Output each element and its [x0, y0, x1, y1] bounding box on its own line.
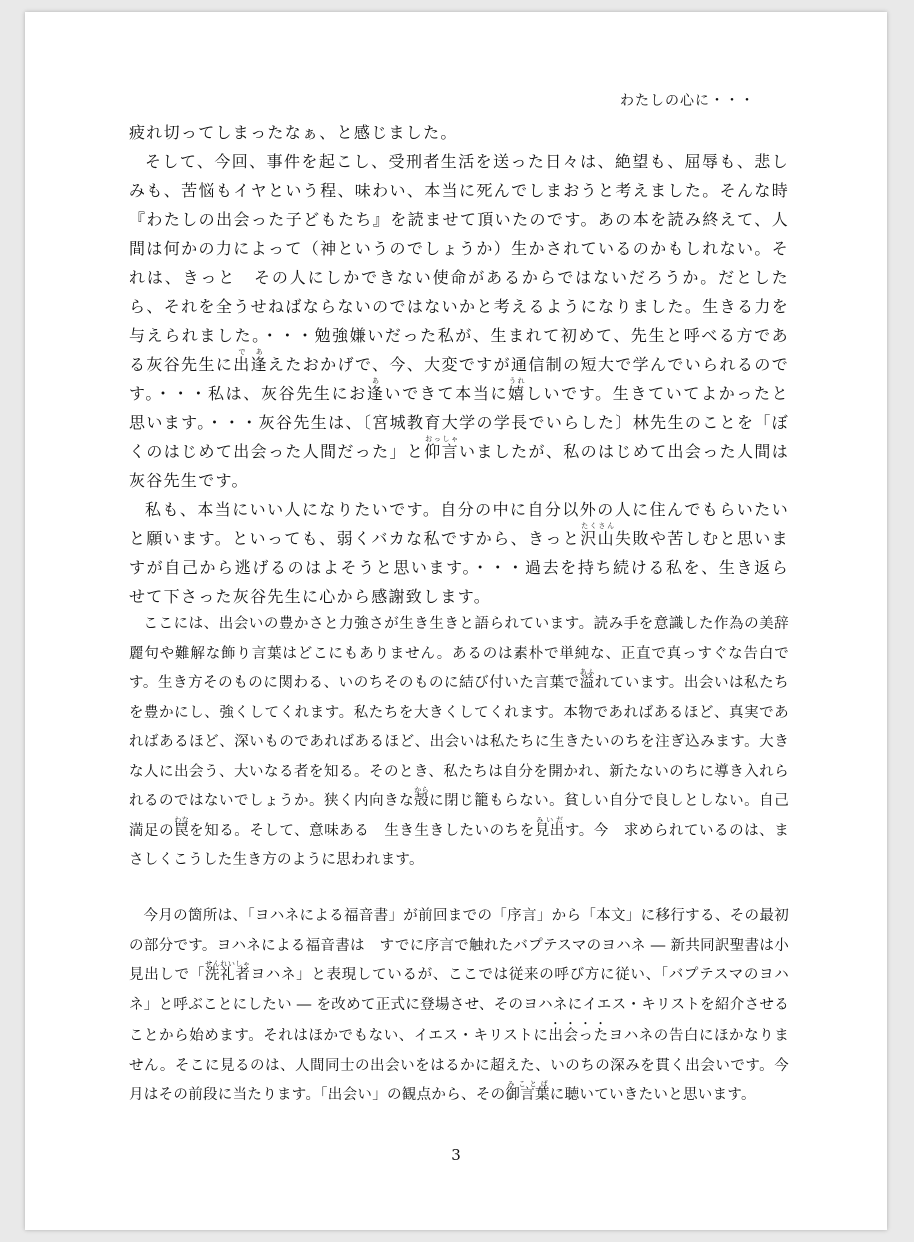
ruby-afu: 溢あふ: [579, 668, 595, 691]
running-header: わたしの心に・・・: [620, 93, 755, 109]
ruby-kara: 殻から: [414, 786, 430, 809]
document-page: [25, 12, 887, 1230]
ruby-ai: 逢あ: [366, 377, 385, 403]
emphasized-deatta: 出会った: [548, 1028, 609, 1044]
letter-paragraph-1: 疲れ切ってしまったなぁ、と感じました。: [129, 123, 458, 142]
ruby-senreisha: 洗礼者せんれいしゃ: [204, 960, 251, 983]
page-number: 3: [451, 1146, 461, 1164]
ruby-wana: 罠わな: [174, 815, 190, 839]
ruby-miida: 見出みいだ: [534, 815, 565, 839]
ruby-takusan: 沢山たくさん: [580, 522, 616, 548]
quoted-letter: [129, 118, 789, 611]
ruby-ossha: 仰言おっしゃ: [424, 435, 460, 461]
letter-paragraph-3: 私も、本当にいい人になりたいです。自分の中に自分以外の人に住んでもらいたいと願います。といっても、弱くバカな私ですから、きっと沢山たくさん失敗や苦しむと思いますが自己から逃げるのはよそうと思います。・・・過去を持ち続ける私を、生き返らせて下さった灰谷先生に心から感謝致します。: [129, 500, 789, 606]
commentary-paragraph-2: 今月の箇所は、「ヨハネによる福音書」が前回までの「序言」から「本文」に移行する、その最初の部分です。ヨハネによる福音書は すでに序言で触れたバプテスマのヨハネ ― 新共同訳聖書は小見出しで「洗礼者せんれいしゃヨハネ」と表現しているが、ここでは従来の呼び方に従い、「バプテスマのヨハネ」と呼ぶことにしたい ― を改めて正式に登場させ、そのヨハネにイエス・キリストを紹介させることから始めます。それはほかでもない、イエス・キリストに出会ったヨハネの告白にほかなりません。そこに見るのは、人間同士の出会いをはるかに超えた、いのちの深みを貫く出会いです。今月はその前段に当たります。「出会い」の観点から、その御言葉みことばに聴いていきたいと思います。: [129, 908, 790, 1103]
ruby-mikotoba: 御言葉みことば: [505, 1080, 550, 1103]
ruby-ure: 嬉うれ: [508, 377, 526, 403]
ruby-deai: 出逢であ: [233, 348, 269, 374]
commentary-paragraph-1: ここには、出会いの豊かさと力強さが生き生きと語られています。読み手を意識した作為の美辞麗句や難解な飾り言葉はどこにもありません。あるのは素朴で単純な、正直で真っすぐな告白です。生き方そのものに関わる、いのちそのものに結び付いた言葉で溢あふれています。出会いは私たちを豊かにし、強くしてくれます。私たちを大きくしてくれます。本物であればあるほど、真実であればあるほど、深いものであればあるほど、出会いは私たちに生きたいのちを注ぎ込みます。大きな人に出会う、大いなる者を知る。そのとき、私たちは自分を開かれ、新たないのちに導き入れられるのではないでしょうか。狭く内向きな殻からに閉じ籠もらない。貧しい自分で良しとしない。自己満足の罠わなを知る。そして、意味ある 生き生きしたいのちを見出みいだす。今 求められているのは、まさしくこうした生き方のように思われます。: [129, 616, 789, 868]
letter-paragraph-2: そして、今回、事件を起こし、受刑者生活を送った日々は、絶望も、屈辱も、悲しみも、苦悩もイヤという程、味わい、本当に死んでしまおうと考えました。そんな時『わたしの出会った子どもたち』を読ませて頂いたのです。あの本を読み終えて、人間は何かの力によって（神というのでしょうか）生かされているのかもしれない。それは、きっと その人にしかできない使命があるからではないだろうか。だとしたら、それを全うせねばならないのではないかと考えるようになりました。生きる力を与えられました。・・・勉強嫌いだった私が、生まれて初めて、先生と呼べる方である灰谷先生に出逢であえたおかげで、今、大変ですが通信制の短大で学んでいられるのです。・・・私は、灰谷先生にお逢あいできて本当に嬉うれしいです。生きていてよかったと思います。・・・灰谷先生は、〔宮城教育大学の学長でいらした〕林先生のことを「ぼくのはじめて出会った人間だった」と仰言おっしゃいましたが、私のはじめて出会った人間は灰谷先生です。: [129, 152, 790, 490]
